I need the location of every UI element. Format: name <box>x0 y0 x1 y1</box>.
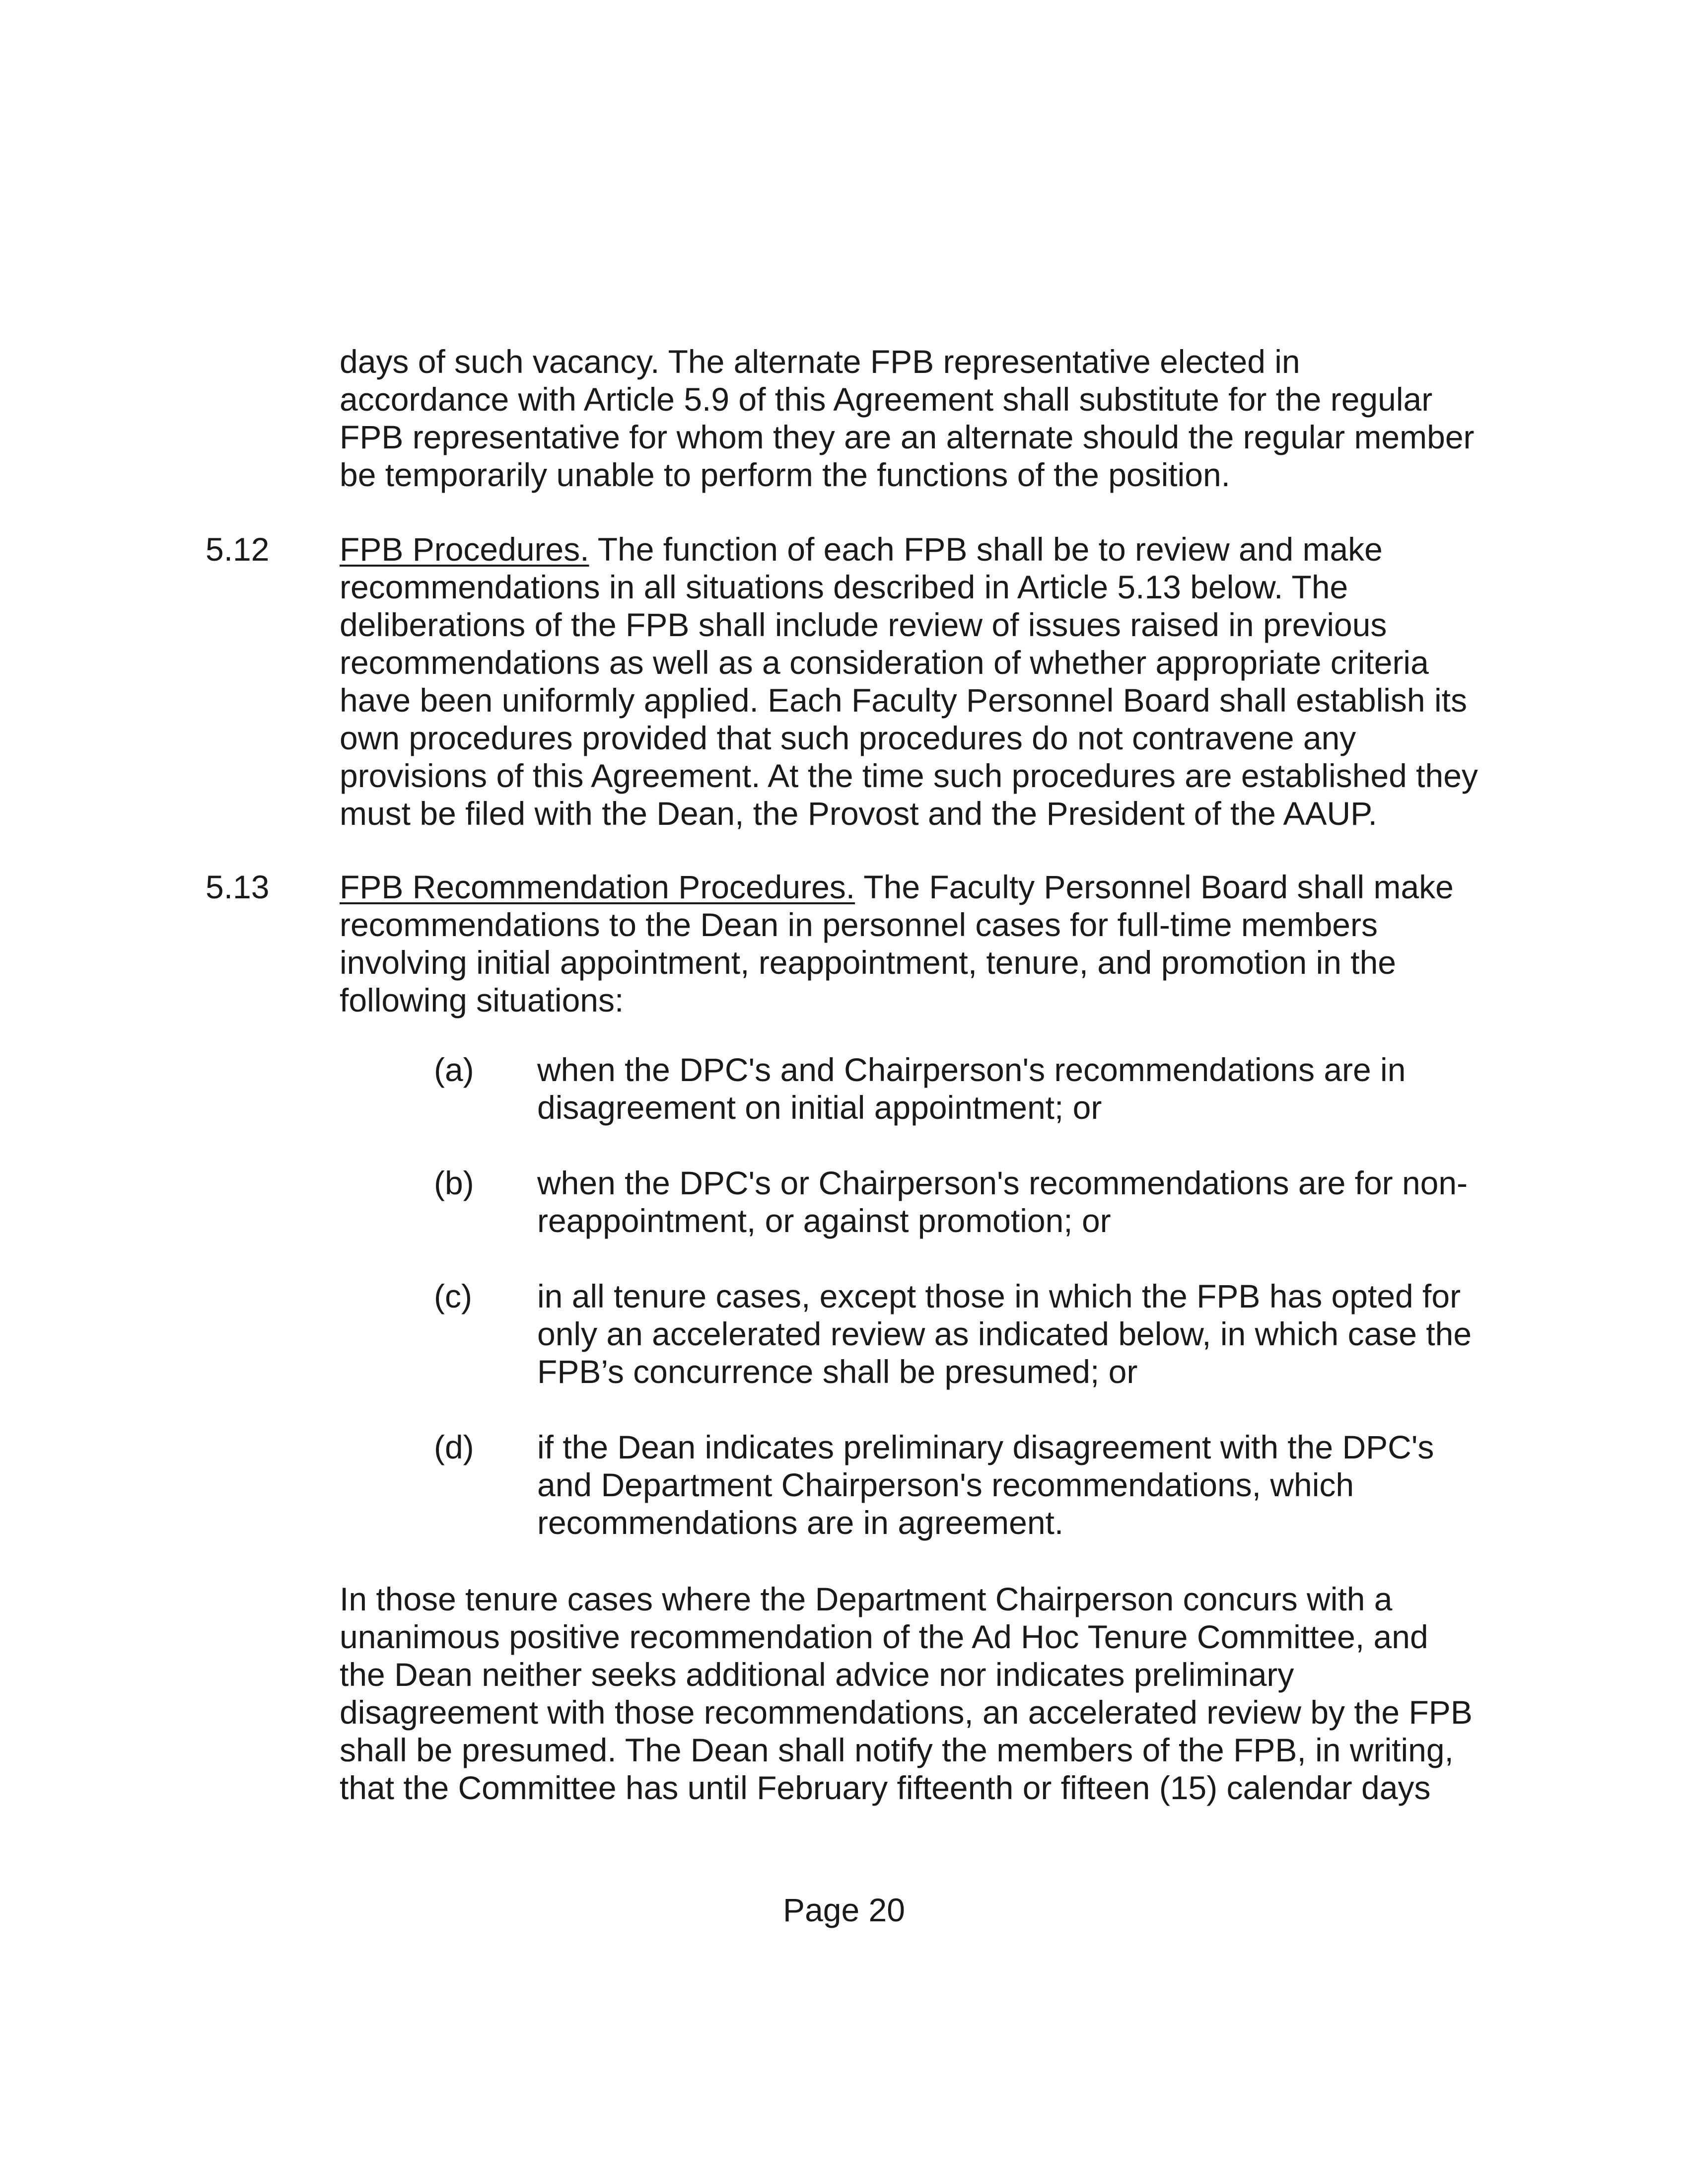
accelerated-review-paragraph <box>340 1580 1521 1807</box>
section-number-5-13: 5.13 <box>206 869 270 905</box>
list-item-label-a: (a) <box>434 1051 474 1088</box>
text-line: when the DPC's and Chairperson's recommendations are in <box>537 1051 1406 1088</box>
text-line: and Department Chairperson's recommendations, which <box>537 1466 1354 1503</box>
text-line: shall be presumed. The Dean shall notify the members of the FPB, in writing, <box>340 1732 1454 1768</box>
text-line: reappointment, or against promotion; or <box>537 1202 1111 1239</box>
text-line: recommendations as well as a consideration of whether appropriate criteria <box>340 644 1429 681</box>
continuation-paragraph <box>340 343 1521 494</box>
section-number-5-12: 5.12 <box>206 531 270 568</box>
list-item-c <box>537 1277 1520 1390</box>
text-line <box>340 868 1521 906</box>
text-line: the Dean neither seeks additional advice nor indicates preliminary <box>340 1656 1294 1693</box>
text-fragment: The Faculty Personnel Board shall make <box>855 869 1454 905</box>
page-number: Page 20 <box>783 1892 905 1928</box>
text-line: unanimous positive recommendation of the Ad Hoc Tenure Committee, and <box>340 1618 1428 1655</box>
text-line: involving initial appointment, reappointment, tenure, and promotion in the <box>340 944 1396 981</box>
text-line: provisions of this Agreement. At the time such procedures are established they <box>340 757 1478 794</box>
text-line: FPB’s concurrence shall be presumed; or <box>537 1353 1138 1390</box>
list-item-b <box>537 1164 1520 1239</box>
text-line: following situations: <box>340 982 624 1019</box>
text-line: only an accelerated review as indicated below, in which case the <box>537 1315 1472 1352</box>
text-fragment: The function of each FPB shall be to review and make <box>589 531 1383 568</box>
list-item-a <box>537 1051 1520 1126</box>
text-line: disagreement on initial appointment; or <box>537 1089 1102 1126</box>
text-line: must be filed with the Dean, the Provost and the President of the AAUP. <box>340 795 1378 832</box>
section-5-12-paragraph <box>340 530 1521 832</box>
text-line: recommendations in all situations described in Article 5.13 below. The <box>340 569 1348 605</box>
text-line: recommendations to the Dean in personnel cases for full-time members <box>340 906 1378 943</box>
list-item-label-d: (d) <box>434 1429 474 1465</box>
text-line: be temporarily unable to perform the functions of the position. <box>340 456 1231 493</box>
text-line: deliberations of the FPB shall include review of issues raised in previous <box>340 606 1387 643</box>
text-line: own procedures provided that such procedures do not contravene any <box>340 720 1356 756</box>
text-line: accordance with Article 5.9 of this Agreement shall substitute for the regular <box>340 381 1433 418</box>
text-line: in all tenure cases, except those in which the FPB has opted for <box>537 1278 1461 1314</box>
text-line: that the Committee has until February fifteenth or fifteen (15) calendar days <box>340 1769 1431 1806</box>
list-item-label-c: (c) <box>434 1278 472 1314</box>
text-line <box>340 530 1521 568</box>
text-line: if the Dean indicates preliminary disagreement with the DPC's <box>537 1429 1434 1465</box>
text-line: disagreement with those recommendations, an accelerated review by the FPB <box>340 1694 1473 1731</box>
text-line: recommendations are in agreement. <box>537 1504 1064 1541</box>
text-line: In those tenure cases where the Department Chairperson concurs with a <box>340 1581 1393 1617</box>
section-5-13-paragraph <box>340 868 1521 1019</box>
text-line: days of such vacancy. The alternate FPB representative elected in <box>340 343 1300 380</box>
text-line: when the DPC's or Chairperson's recommendations are for non- <box>537 1165 1468 1201</box>
text-line: FPB representative for whom they are an alternate should the regular member <box>340 419 1475 455</box>
list-item-label-b: (b) <box>434 1165 474 1201</box>
section-heading-fpb-procedures: FPB Procedures. <box>340 531 589 568</box>
list-item-d <box>537 1428 1520 1541</box>
section-heading-fpb-recommendation-procedures: FPB Recommendation Procedures. <box>340 869 855 905</box>
text-line: have been uniformly applied. Each Faculty Personnel Board shall establish its <box>340 682 1467 719</box>
